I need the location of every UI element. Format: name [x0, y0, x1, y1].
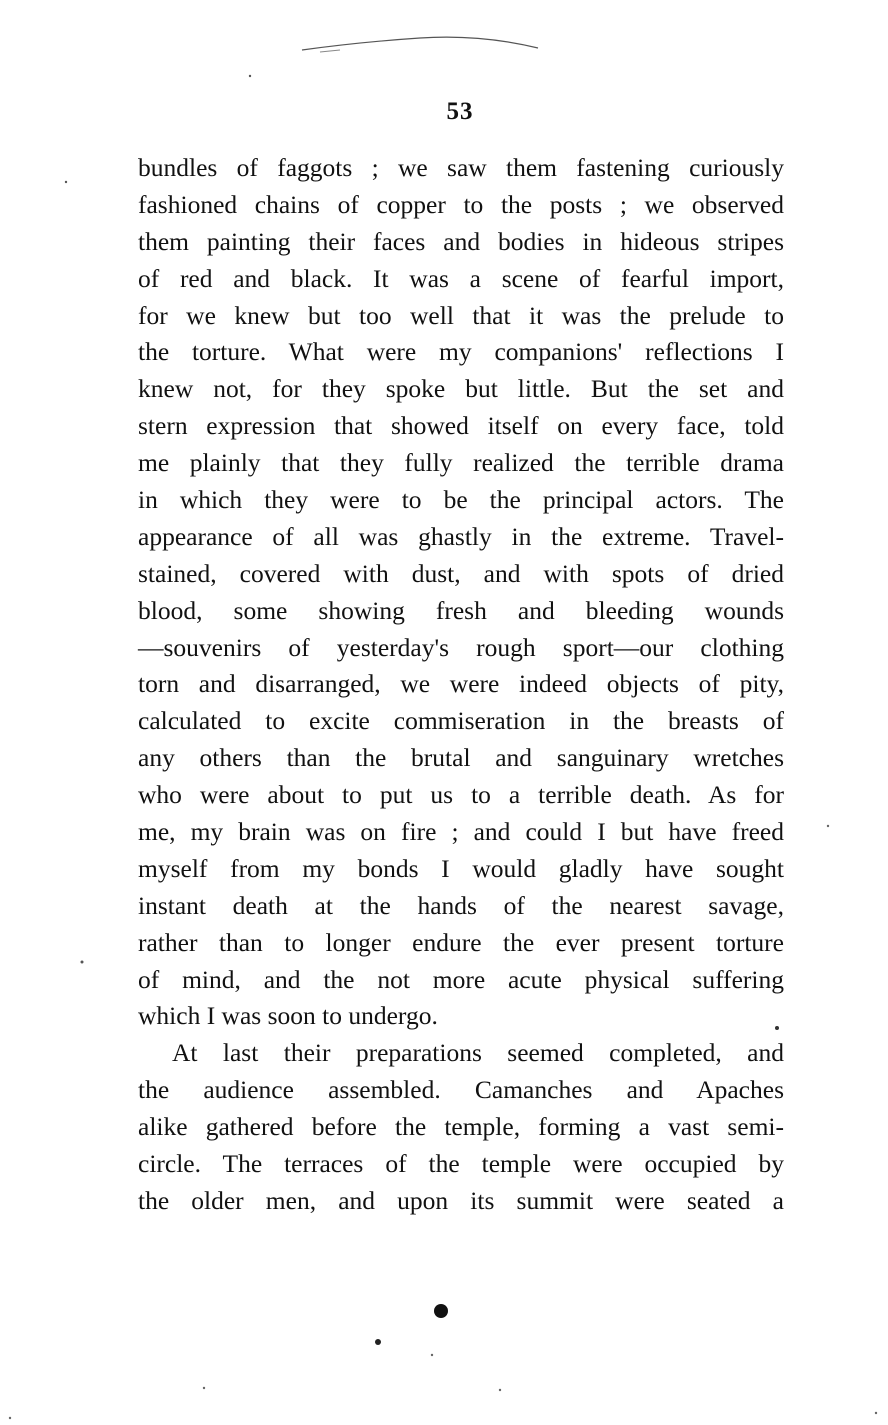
text-line: myself from my bonds I would gladly have sought: [138, 853, 784, 883]
text-line: calculated to excite commiseration in the breasts of: [138, 706, 784, 736]
text-line: me plainly that they fully realized the terrible drama: [138, 448, 784, 478]
text-line: in which they were to be the principal actors. The: [138, 485, 784, 515]
text-line: fashioned chains of copper to the posts ; we observed: [138, 189, 784, 219]
ink-speck: [81, 961, 84, 964]
paragraph-1: [138, 150, 784, 1035]
paragraph-2: [138, 1035, 784, 1219]
text-line: for we knew but too well that it was the prelude to: [138, 300, 784, 330]
text-line: knew not, for they spoke but little. But the set and: [138, 374, 784, 404]
text-line: of red and black. It was a scene of fearful import,: [138, 263, 784, 293]
text-line: circle. The terraces of the temple were occupied by: [138, 1149, 784, 1179]
text-line: blood, some showing fresh and bleeding wounds: [138, 595, 784, 625]
ink-speck: [827, 825, 829, 827]
ink-speck: [203, 1387, 205, 1389]
ink-speck: [375, 1339, 381, 1345]
text-line: which I was soon to undergo.: [138, 1001, 438, 1031]
top-smudge-mark: [300, 28, 540, 58]
text-line: stained, covered with dust, and with spots of dried: [138, 558, 784, 588]
ink-speck: [499, 1389, 501, 1391]
text-line: rather than to longer endure the ever present torture: [138, 927, 784, 957]
text-line: torn and disarranged, we were indeed objects of pity,: [138, 669, 784, 699]
text-line: the torture. What were my companions' reflections I: [138, 337, 784, 367]
text-line: the older men, and upon its summit were seated a: [138, 1185, 784, 1215]
ink-speck: [431, 1354, 433, 1356]
ink-speck: [65, 181, 67, 183]
text-line: them painting their faces and bodies in hideous stripes: [138, 226, 784, 256]
body-text: [138, 150, 784, 1220]
ink-speck: [434, 1304, 448, 1318]
text-line: bundles of faggots ; we saw them fastening curiously: [138, 153, 784, 182]
text-line: any others than the brutal and sanguinary wretches: [138, 743, 784, 773]
text-line: appearance of all was ghastly in the extreme. Travel-: [138, 521, 784, 551]
text-line: instant death at the hands of the nearest savage,: [138, 890, 784, 920]
ink-speck: [875, 1412, 877, 1414]
text-line: —souvenirs of yesterday's rough sport—our clothing: [138, 632, 784, 662]
ink-speck: [9, 1417, 11, 1419]
text-line: me, my brain was on fire ; and could I but have freed: [138, 817, 784, 847]
ink-speck: [249, 75, 251, 77]
text-line: stern expression that showed itself on every face, told: [138, 411, 784, 441]
page-number: 53: [446, 98, 474, 125]
text-line: the audience assembled. Camanches and Apaches: [138, 1075, 784, 1105]
text-line: At last their preparations seemed completed, and: [172, 1038, 784, 1068]
text-line: of mind, and the not more acute physical suffering: [138, 964, 784, 994]
text-line: who were about to put us to a terrible death. As for: [138, 780, 784, 810]
text-line: alike gathered before the temple, forming a vast semi-: [138, 1112, 784, 1142]
